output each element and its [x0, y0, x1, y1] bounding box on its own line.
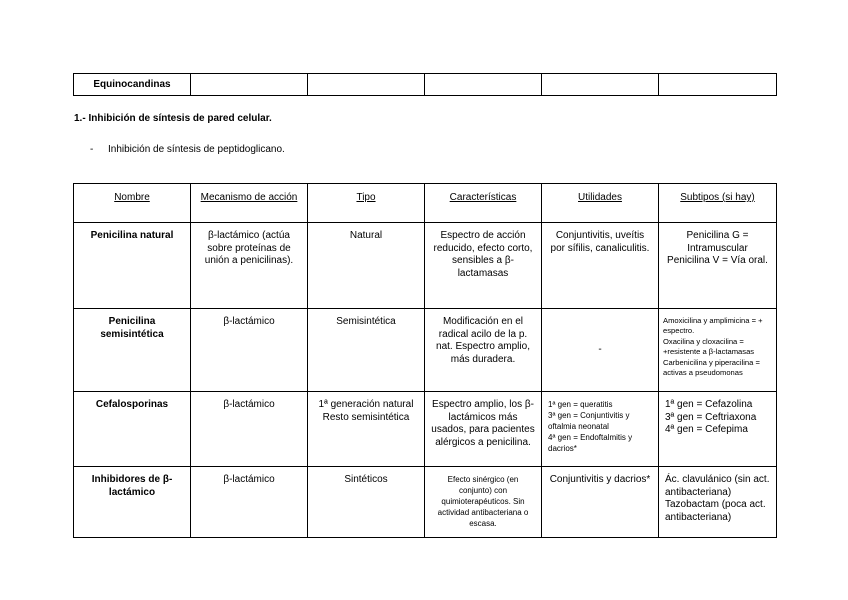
- header-nombre: Nombre: [74, 184, 191, 223]
- cell-tipo: Sintéticos: [308, 467, 425, 538]
- utilidad-line: 1ª gen = queratitis: [548, 400, 613, 409]
- section-heading: 1.- Inhibición de síntesis de pared celular.: [74, 113, 272, 124]
- cell-caracteristicas: Efecto sinérgico (en conjunto) con quimioterapéuticos. Sin actividad antibacteriana o escasa.: [425, 467, 542, 538]
- cell-nombre: Penicilina natural: [74, 223, 191, 309]
- cell-mecanismo: β-lactámico (actúa sobre proteínas de unión a penicilinas).: [191, 223, 308, 309]
- table-row: [74, 223, 777, 309]
- cell-caracteristicas: Modificación en el radical acilo de la p. nat. Espectro amplio, más duradera.: [425, 309, 542, 392]
- cell-nombre: Cefalosporinas: [74, 392, 191, 467]
- empty-cell: [542, 74, 659, 96]
- table-header-row: [74, 184, 777, 223]
- utilidad-line: 4ª gen = Endoftalmitis y dacrios*: [548, 433, 633, 453]
- cell-subtipos: [659, 392, 777, 467]
- cell-subtipos: [659, 467, 777, 538]
- cell-utilidades: -: [542, 309, 659, 392]
- tipo-line: Resto semisintética: [322, 411, 410, 423]
- cell-caracteristicas: Espectro de acción reducido, efecto corto, sensibles a β-lactamasas: [425, 223, 542, 309]
- cell-utilidades: Conjuntivitis, uveítis por sífilis, canaliculitis.: [542, 223, 659, 309]
- bullet-dash: -: [90, 144, 94, 155]
- subtipo-line: Tazobactam (poca act. antibacteriana): [665, 499, 766, 523]
- subtipo-line: Penicilina V = Vía oral.: [667, 255, 768, 266]
- header-caracteristicas: Características: [425, 184, 542, 223]
- equinocandinas-table: [73, 73, 777, 96]
- empty-cell: [659, 74, 777, 96]
- tipo-line: 1ª generación natural: [318, 399, 414, 410]
- bullet-item: [90, 144, 285, 155]
- table-row: [74, 309, 777, 392]
- row-label-equinocandinas: Equinocandinas: [74, 74, 191, 96]
- subtipo-line: 4ª gen = Cefepima: [665, 424, 748, 435]
- subtipo-line: 1ª gen = Cefazolina: [665, 399, 753, 410]
- utilidad-line: 3ª gen = Conjuntivitis y oftalmia neonatal: [548, 411, 630, 431]
- empty-cell: [308, 74, 425, 96]
- header-utilidades: Utilidades: [542, 184, 659, 223]
- cell-mecanismo: β-lactámico: [191, 467, 308, 538]
- empty-cell: [425, 74, 542, 96]
- empty-cell: [191, 74, 308, 96]
- cell-subtipos: [659, 223, 777, 309]
- cell-tipo: [308, 392, 425, 467]
- subtipo-line: Penicilina G = Intramuscular: [686, 230, 749, 254]
- cell-nombre: Inhibidores de β-lactámico: [74, 467, 191, 538]
- antibiotics-table: [73, 183, 777, 538]
- cell-nombre: Penicilina semisintética: [74, 309, 191, 392]
- cell-tipo: Natural: [308, 223, 425, 309]
- table-row: [74, 392, 777, 467]
- cell-mecanismo: β-lactámico: [191, 309, 308, 392]
- subtipo-line: 3ª gen = Ceftriaxona: [665, 411, 757, 423]
- cell-subtipos: [659, 309, 777, 392]
- table-row: [74, 467, 777, 538]
- cell-caracteristicas: Espectro amplio, los β-lactámicos más usados, para pacientes alérgicos a penicilina.: [425, 392, 542, 467]
- table-row: [74, 74, 777, 96]
- subtipo-line: Carbenicilina y piperacilina = activas a pseudomonas: [663, 357, 760, 378]
- header-mecanismo: Mecanismo de acción: [191, 184, 308, 223]
- cell-utilidades: Conjuntivitis y dacrios*: [542, 467, 659, 538]
- subtipo-line: Ác. clavulánico (sin act. antibacteriana): [665, 474, 770, 498]
- bullet-text: Inhibición de síntesis de peptidoglicano.: [108, 144, 285, 155]
- subtipo-line: Oxacilina y cloxacilina = +resistente a β-lactamasas: [663, 336, 755, 357]
- cell-utilidades: [542, 392, 659, 467]
- cell-tipo: Semisintética: [308, 309, 425, 392]
- header-subtipos: Subtipos (si hay): [659, 184, 777, 223]
- header-tipo: Tipo: [308, 184, 425, 223]
- subtipo-line: Amoxicilina y amplimicina = + espectro.: [663, 316, 763, 336]
- cell-mecanismo: β-lactámico: [191, 392, 308, 467]
